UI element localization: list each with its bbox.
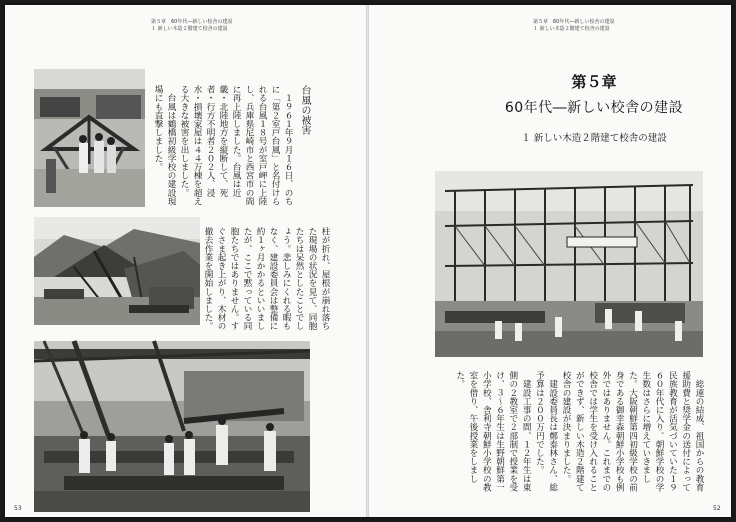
photo-workers-clearing-timber [34,341,310,512]
photo-school-construction [435,171,703,357]
right-page [369,5,731,517]
page-number: 53 [14,505,22,512]
photo-collapsed-frame-schoolyard [34,69,145,207]
typhoon-text-site: 台風は鶴橋初級学校の建設現場にも直撃しました。 [153,85,176,206]
section-heading-typhoon: 台風の被害 [299,85,310,135]
chapter-number: 第５章 [571,73,617,91]
running-head-section: １ 新しい木造２階建て校舎の建設 [533,26,610,32]
construction-text-intro: 総連の結成、祖国からの教育援助費と奨学金の送付によって民族教育が活気づいていた１９６０年代に入り、朝鮮学校の学生数はさらに増えていきました。大阪朝鮮第四初級学校の前身である御幸森朝鮮小学校も例外ではありません。これまでの校舎では学生を受け入れることができず、新しい木造２階建て校舎の建設が決まりました。 [561,371,704,492]
page-number: 52 [713,505,721,512]
typhoon-paragraph-2 [203,227,331,337]
construction-text-budget: 建設委員長は鄭泰林さん、総予算は２００万円でした。 [534,371,558,492]
construction-body-text [435,371,705,496]
typhoon-paragraph-1 [153,85,311,210]
left-page [5,5,368,517]
running-head-chapter: 第５章 60年代―新しい校舎の建設 [533,19,615,25]
photo-collapsed-roof [34,217,200,325]
book-spread [5,5,731,517]
typhoon-text-recovery: 柱が折れ、屋根が崩れ落ちた現場の状況を見て、同胞たちは呆然としたことでしょう。悲しみにくれる暇もなく、建設委員会は整備に約１ヶ月かかるといいましたが、ここで黙っている同胞たちではありません。すぐさま起き上がり、木材の撤去作業を開始しました。 [203,227,330,331]
construction-text-classes: 建設工事の間、１２年生は東側の２教室で２部制で授業を受け、３～６年生は生野朝鮮第一小学校、舎利寺朝鮮小学校の教室を借り、午後授業をしました。 [454,371,532,492]
section-title: １ 新しい木造２階建て校舎の建設 [521,133,667,144]
running-head-chapter: 第５章 60年代―新しい校舎の建設 [151,19,233,25]
typhoon-text-intro: １９６１年９月１６日、のちに「第２室戸台風」と名付けられる台風１８号が室戸岬に上陸し、兵庫県尼崎市と西宮市の間に再上陸しました。台風は近畿・北陸地方を縦断して、死者・行方不明者２０２人、浸水・損壊家屋は４４万棟を超える大きな被害を出しました。 [179,85,293,206]
running-head [151,19,232,33]
chapter-title: 60年代―新しい校舎の建設 [504,100,684,116]
running-head-section: １ 新しい木造２階建て校舎の建設 [151,26,228,32]
running-head [533,19,614,33]
